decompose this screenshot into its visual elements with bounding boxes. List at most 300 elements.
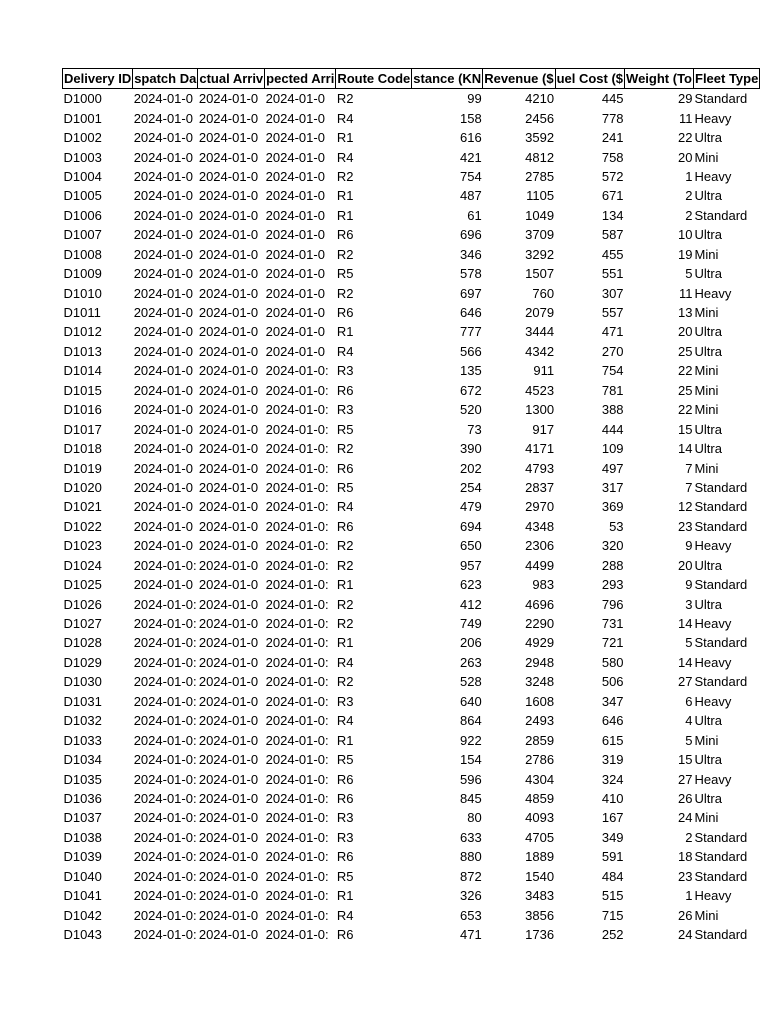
cell-weight[interactable]: 18 [678,849,693,865]
cell-weight[interactable]: 15 [678,421,693,437]
cell-fuel-cost[interactable]: 167 [601,810,624,826]
cell-route-code[interactable]: R2 [336,168,354,184]
cell-revenue[interactable]: 2785 [525,168,555,184]
cell-actual-arrival[interactable]: 2024-01-0 [198,927,259,943]
cell-fuel-cost[interactable]: 134 [601,207,624,223]
cell-revenue[interactable]: 4523 [525,382,555,398]
cell-weight[interactable]: 9 [685,577,693,593]
cell-actual-arrival[interactable]: 2024-01-0 [198,460,259,476]
cell-fuel-cost[interactable]: 252 [601,927,624,943]
cell-dispatch-date[interactable]: 2024-01-0: [133,654,197,670]
cell-revenue[interactable]: 1540 [525,868,555,884]
cell-fuel-cost[interactable]: 109 [601,441,624,457]
cell-distance[interactable]: 616 [460,130,482,146]
cell-actual-arrival[interactable]: 2024-01-0 [198,868,259,884]
cell-distance[interactable]: 254 [460,479,482,495]
cell-weight[interactable]: 5 [685,266,693,282]
cell-revenue[interactable]: 2290 [525,616,555,632]
cell-delivery-id[interactable]: D1019 [63,460,102,476]
cell-weight[interactable]: 20 [678,324,693,340]
cell-actual-arrival[interactable]: 2024-01-0 [198,674,259,690]
cell-dispatch-date[interactable]: 2024-01-0 [133,305,193,321]
cell-dispatch-date[interactable]: 2024-01-0 [133,110,193,126]
cell-revenue[interactable]: 3248 [525,674,555,690]
cell-fuel-cost[interactable]: 781 [601,382,624,398]
cell-delivery-id[interactable]: D1031 [63,693,102,709]
cell-dispatch-date[interactable]: 2024-01-0 [133,518,193,534]
cell-dispatch-date[interactable]: 2024-01-0: [133,849,197,865]
cell-dispatch-date[interactable]: 2024-01-0: [133,790,197,806]
cell-weight[interactable]: 20 [678,557,693,573]
cell-delivery-id[interactable]: D1022 [63,518,102,534]
cell-actual-arrival[interactable]: 2024-01-0 [198,441,259,457]
cell-distance[interactable]: 566 [460,343,482,359]
header-dispatch-date[interactable]: spatch Da [133,69,198,89]
cell-dispatch-date[interactable]: 2024-01-0 [133,499,193,515]
cell-fuel-cost[interactable]: 721 [601,635,624,651]
cell-fuel-cost[interactable]: 587 [601,227,624,243]
cell-revenue[interactable]: 1608 [525,693,555,709]
cell-delivery-id[interactable]: D1003 [63,149,102,165]
cell-fuel-cost[interactable]: 241 [601,130,624,146]
cell-weight[interactable]: 1 [685,888,693,904]
cell-weight[interactable]: 6 [685,693,693,709]
cell-expected-arrival[interactable]: 2024-01-0: [265,752,329,768]
cell-fleet-type[interactable]: Heavy [694,616,732,632]
cell-fuel-cost[interactable]: 796 [601,596,624,612]
cell-delivery-id[interactable]: D1001 [63,110,102,126]
cell-weight[interactable]: 2 [685,207,693,223]
cell-fleet-type[interactable]: Ultra [694,752,722,768]
cell-fleet-type[interactable]: Standard [694,577,748,593]
cell-revenue[interactable]: 4929 [525,635,555,651]
cell-distance[interactable]: 346 [460,246,482,262]
cell-actual-arrival[interactable]: 2024-01-0 [198,246,259,262]
cell-route-code[interactable]: R1 [336,732,354,748]
cell-fleet-type[interactable]: Mini [694,363,719,379]
cell-delivery-id[interactable]: D1024 [63,557,102,573]
cell-delivery-id[interactable]: D1026 [63,596,102,612]
cell-fleet-type[interactable]: Ultra [694,713,722,729]
cell-actual-arrival[interactable]: 2024-01-0 [198,771,259,787]
cell-fleet-type[interactable]: Standard [694,91,748,107]
cell-route-code[interactable]: R1 [336,635,354,651]
header-fuel-cost[interactable]: uel Cost ($ [555,69,624,89]
cell-dispatch-date[interactable]: 2024-01-0 [133,460,193,476]
cell-weight[interactable]: 12 [678,499,693,515]
cell-revenue[interactable]: 2970 [525,499,555,515]
cell-route-code[interactable]: R4 [336,110,354,126]
cell-dispatch-date[interactable]: 2024-01-0 [133,479,193,495]
cell-dispatch-date[interactable]: 2024-01-0: [133,810,197,826]
cell-dispatch-date[interactable]: 2024-01-0 [133,285,193,301]
cell-fuel-cost[interactable]: 388 [601,402,624,418]
cell-distance[interactable]: 845 [460,790,482,806]
cell-distance[interactable]: 471 [460,927,482,943]
cell-actual-arrival[interactable]: 2024-01-0 [198,168,259,184]
cell-weight[interactable]: 26 [678,907,693,923]
cell-weight[interactable]: 27 [678,674,693,690]
cell-delivery-id[interactable]: D1028 [63,635,102,651]
cell-revenue[interactable]: 3709 [525,227,555,243]
cell-expected-arrival[interactable]: 2024-01-0: [265,849,329,865]
cell-distance[interactable]: 263 [460,654,482,670]
cell-delivery-id[interactable]: D1025 [63,577,102,593]
cell-dispatch-date[interactable]: 2024-01-0 [133,324,193,340]
cell-delivery-id[interactable]: D1005 [63,188,102,204]
cell-revenue[interactable]: 2493 [525,713,555,729]
cell-distance[interactable]: 73 [467,421,482,437]
cell-expected-arrival[interactable]: 2024-01-0: [265,790,329,806]
cell-route-code[interactable]: R1 [336,577,354,593]
cell-route-code[interactable]: R3 [336,693,354,709]
cell-distance[interactable]: 202 [460,460,482,476]
cell-actual-arrival[interactable]: 2024-01-0 [198,654,259,670]
cell-actual-arrival[interactable]: 2024-01-0 [198,305,259,321]
cell-dispatch-date[interactable]: 2024-01-0: [133,907,197,923]
cell-revenue[interactable]: 917 [532,421,555,437]
cell-delivery-id[interactable]: D1036 [63,790,102,806]
cell-route-code[interactable]: R4 [336,713,354,729]
cell-dispatch-date[interactable]: 2024-01-0: [133,693,197,709]
cell-distance[interactable]: 479 [460,499,482,515]
cell-actual-arrival[interactable]: 2024-01-0 [198,790,259,806]
cell-fuel-cost[interactable]: 320 [601,538,624,554]
cell-fuel-cost[interactable]: 307 [601,285,624,301]
cell-delivery-id[interactable]: D1014 [63,363,102,379]
cell-dispatch-date[interactable]: 2024-01-0: [133,674,197,690]
cell-weight[interactable]: 22 [678,363,693,379]
cell-weight[interactable]: 24 [678,927,693,943]
cell-route-code[interactable]: R3 [336,810,354,826]
cell-revenue[interactable]: 3444 [525,324,555,340]
cell-expected-arrival[interactable]: 2024-01-0: [265,382,329,398]
header-delivery-id[interactable]: Delivery ID [63,69,133,89]
cell-route-code[interactable]: R2 [336,616,354,632]
cell-expected-arrival[interactable]: 2024-01-0 [265,207,325,223]
cell-expected-arrival[interactable]: 2024-01-0 [265,91,325,107]
cell-revenue[interactable]: 983 [532,577,555,593]
cell-fleet-type[interactable]: Ultra [694,790,722,806]
cell-weight[interactable]: 11 [679,285,693,301]
cell-fleet-type[interactable]: Heavy [694,538,732,554]
cell-fleet-type[interactable]: Heavy [694,693,732,709]
cell-expected-arrival[interactable]: 2024-01-0: [265,499,329,515]
cell-delivery-id[interactable]: D1012 [63,324,102,340]
cell-fleet-type[interactable]: Standard [694,868,748,884]
cell-distance[interactable]: 694 [460,518,482,534]
cell-actual-arrival[interactable]: 2024-01-0 [198,402,259,418]
cell-fleet-type[interactable]: Mini [694,149,719,165]
cell-expected-arrival[interactable]: 2024-01-0: [265,927,329,943]
cell-fuel-cost[interactable]: 293 [601,577,624,593]
cell-dispatch-date[interactable]: 2024-01-0 [133,168,193,184]
cell-delivery-id[interactable]: D1042 [63,907,102,923]
cell-fuel-cost[interactable]: 484 [601,868,624,884]
cell-route-code[interactable]: R4 [336,907,354,923]
cell-revenue[interactable]: 911 [533,363,555,379]
cell-weight[interactable]: 14 [678,654,693,670]
cell-actual-arrival[interactable]: 2024-01-0 [198,538,259,554]
cell-expected-arrival[interactable]: 2024-01-0 [265,168,325,184]
header-revenue[interactable]: Revenue ($ [483,69,555,89]
cell-revenue[interactable]: 4342 [525,343,555,359]
cell-route-code[interactable]: R6 [336,382,354,398]
cell-delivery-id[interactable]: D1038 [63,829,102,845]
cell-fuel-cost[interactable]: 557 [601,305,624,321]
cell-delivery-id[interactable]: D1039 [63,849,102,865]
cell-distance[interactable]: 646 [460,305,482,321]
cell-weight[interactable]: 25 [678,343,693,359]
cell-fuel-cost[interactable]: 347 [601,693,624,709]
cell-weight[interactable]: 7 [685,460,693,476]
cell-fleet-type[interactable]: Heavy [694,110,732,126]
cell-delivery-id[interactable]: D1015 [63,382,102,398]
cell-distance[interactable]: 61 [467,207,482,223]
cell-dispatch-date[interactable]: 2024-01-0 [133,363,193,379]
cell-fleet-type[interactable]: Mini [694,305,719,321]
cell-delivery-id[interactable]: D1035 [63,771,102,787]
cell-revenue[interactable]: 1889 [525,849,555,865]
cell-dispatch-date[interactable]: 2024-01-0 [133,246,193,262]
cell-route-code[interactable]: R6 [336,227,354,243]
header-distance[interactable]: stance (KN [412,69,483,89]
cell-fleet-type[interactable]: Ultra [694,324,722,340]
cell-weight[interactable]: 27 [678,771,693,787]
cell-distance[interactable]: 158 [460,110,482,126]
cell-distance[interactable]: 640 [460,693,482,709]
cell-weight[interactable]: 22 [678,402,693,418]
cell-weight[interactable]: 3 [685,596,693,612]
cell-fuel-cost[interactable]: 288 [601,557,624,573]
cell-expected-arrival[interactable]: 2024-01-0: [265,868,329,884]
cell-revenue[interactable]: 3856 [525,907,555,923]
cell-revenue[interactable]: 4696 [525,596,555,612]
cell-fleet-type[interactable]: Ultra [694,441,722,457]
cell-expected-arrival[interactable]: 2024-01-0 [265,285,325,301]
cell-fleet-type[interactable]: Heavy [694,888,732,904]
cell-distance[interactable]: 777 [460,324,482,340]
cell-fleet-type[interactable]: Ultra [694,343,722,359]
cell-fleet-type[interactable]: Standard [694,479,748,495]
cell-fleet-type[interactable]: Standard [694,849,748,865]
cell-fuel-cost[interactable]: 270 [601,343,624,359]
cell-dispatch-date[interactable]: 2024-01-0: [133,927,197,943]
cell-delivery-id[interactable]: D1017 [63,421,102,437]
cell-fuel-cost[interactable]: 715 [601,907,624,923]
cell-route-code[interactable]: R2 [336,246,354,262]
cell-expected-arrival[interactable]: 2024-01-0: [265,888,329,904]
cell-expected-arrival[interactable]: 2024-01-0: [265,557,329,573]
cell-route-code[interactable]: R1 [336,888,354,904]
cell-fuel-cost[interactable]: 319 [601,752,624,768]
cell-fuel-cost[interactable]: 754 [601,363,624,379]
cell-delivery-id[interactable]: D1043 [63,927,102,943]
cell-revenue[interactable]: 1736 [525,927,555,943]
cell-revenue[interactable]: 1300 [525,402,555,418]
cell-fuel-cost[interactable]: 410 [601,790,624,806]
cell-fuel-cost[interactable]: 53 [609,518,624,534]
cell-actual-arrival[interactable]: 2024-01-0 [198,130,259,146]
cell-route-code[interactable]: R2 [336,557,354,573]
cell-revenue[interactable]: 3292 [525,246,555,262]
cell-route-code[interactable]: R5 [336,868,354,884]
cell-route-code[interactable]: R5 [336,421,354,437]
cell-actual-arrival[interactable]: 2024-01-0 [198,479,259,495]
cell-route-code[interactable]: R6 [336,460,354,476]
header-fleet-type[interactable]: Fleet Type [694,69,760,89]
cell-actual-arrival[interactable]: 2024-01-0 [198,149,259,165]
cell-revenue[interactable]: 4499 [525,557,555,573]
cell-weight[interactable]: 29 [678,91,693,107]
cell-expected-arrival[interactable]: 2024-01-0: [265,577,329,593]
cell-distance[interactable]: 697 [460,285,482,301]
cell-weight[interactable]: 2 [685,829,693,845]
cell-expected-arrival[interactable]: 2024-01-0: [265,402,329,418]
cell-route-code[interactable]: R1 [336,130,354,146]
cell-delivery-id[interactable]: D1029 [63,654,102,670]
cell-route-code[interactable]: R1 [336,324,354,340]
cell-dispatch-date[interactable]: 2024-01-0 [133,577,193,593]
cell-delivery-id[interactable]: D1000 [63,91,102,107]
cell-fleet-type[interactable]: Standard [694,927,748,943]
cell-fuel-cost[interactable]: 497 [601,460,624,476]
cell-expected-arrival[interactable]: 2024-01-0: [265,907,329,923]
cell-fleet-type[interactable]: Heavy [694,285,732,301]
cell-fuel-cost[interactable]: 317 [601,479,624,495]
cell-fleet-type[interactable]: Standard [694,499,748,515]
cell-expected-arrival[interactable]: 2024-01-0 [265,324,325,340]
cell-expected-arrival[interactable]: 2024-01-0 [265,130,325,146]
cell-route-code[interactable]: R2 [336,285,354,301]
cell-expected-arrival[interactable]: 2024-01-0 [265,110,325,126]
cell-delivery-id[interactable]: D1004 [63,168,102,184]
cell-actual-arrival[interactable]: 2024-01-0 [198,713,259,729]
cell-expected-arrival[interactable]: 2024-01-0 [265,227,325,243]
cell-weight[interactable]: 4 [685,713,693,729]
cell-weight[interactable]: 11 [679,110,693,126]
cell-weight[interactable]: 10 [678,227,693,243]
cell-expected-arrival[interactable]: 2024-01-0: [265,421,329,437]
cell-distance[interactable]: 623 [460,577,482,593]
cell-actual-arrival[interactable]: 2024-01-0 [198,693,259,709]
cell-actual-arrival[interactable]: 2024-01-0 [198,557,259,573]
cell-expected-arrival[interactable]: 2024-01-0: [265,732,329,748]
cell-delivery-id[interactable]: D1027 [63,616,102,632]
cell-fuel-cost[interactable]: 444 [601,421,624,437]
cell-distance[interactable]: 80 [467,810,482,826]
cell-actual-arrival[interactable]: 2024-01-0 [198,499,259,515]
cell-fleet-type[interactable]: Standard [694,829,748,845]
cell-fleet-type[interactable]: Mini [694,402,719,418]
cell-dispatch-date[interactable]: 2024-01-0 [133,207,193,223]
cell-expected-arrival[interactable]: 2024-01-0: [265,693,329,709]
cell-weight[interactable]: 22 [678,130,693,146]
cell-delivery-id[interactable]: D1016 [63,402,102,418]
cell-actual-arrival[interactable]: 2024-01-0 [198,285,259,301]
cell-actual-arrival[interactable]: 2024-01-0 [198,188,259,204]
cell-dispatch-date[interactable]: 2024-01-0: [133,868,197,884]
cell-distance[interactable]: 154 [460,752,482,768]
cell-weight[interactable]: 14 [678,616,693,632]
cell-dispatch-date[interactable]: 2024-01-0: [133,713,197,729]
cell-revenue[interactable]: 4705 [525,829,555,845]
cell-dispatch-date[interactable]: 2024-01-0: [133,752,197,768]
cell-dispatch-date[interactable]: 2024-01-0 [133,402,193,418]
cell-distance[interactable]: 872 [460,868,482,884]
cell-fleet-type[interactable]: Ultra [694,421,722,437]
cell-expected-arrival[interactable]: 2024-01-0: [265,713,329,729]
cell-actual-arrival[interactable]: 2024-01-0 [198,207,259,223]
header-expected-arrival[interactable]: pected Arri [265,69,336,89]
cell-fuel-cost[interactable]: 471 [601,324,624,340]
cell-distance[interactable]: 206 [460,635,482,651]
cell-dispatch-date[interactable]: 2024-01-0 [133,188,193,204]
cell-actual-arrival[interactable]: 2024-01-0 [198,363,259,379]
cell-fleet-type[interactable]: Ultra [694,596,722,612]
cell-weight[interactable]: 2 [685,188,693,204]
cell-distance[interactable]: 390 [460,441,482,457]
cell-expected-arrival[interactable]: 2024-01-0: [265,596,329,612]
cell-fleet-type[interactable]: Mini [694,460,719,476]
cell-distance[interactable]: 957 [460,557,482,573]
cell-weight[interactable]: 14 [678,441,693,457]
cell-delivery-id[interactable]: D1033 [63,732,102,748]
cell-distance[interactable]: 922 [460,732,482,748]
cell-actual-arrival[interactable]: 2024-01-0 [198,110,259,126]
cell-distance[interactable]: 749 [460,616,482,632]
cell-route-code[interactable]: R2 [336,596,354,612]
cell-actual-arrival[interactable]: 2024-01-0 [198,732,259,748]
cell-delivery-id[interactable]: D1011 [63,305,101,321]
cell-dispatch-date[interactable]: 2024-01-0: [133,732,197,748]
cell-fleet-type[interactable]: Ultra [694,557,722,573]
cell-fuel-cost[interactable]: 778 [601,110,624,126]
cell-expected-arrival[interactable]: 2024-01-0: [265,518,329,534]
cell-revenue[interactable]: 4812 [525,149,555,165]
cell-distance[interactable]: 653 [460,907,482,923]
cell-fuel-cost[interactable]: 445 [601,91,624,107]
cell-fleet-type[interactable]: Heavy [694,168,732,184]
cell-expected-arrival[interactable]: 2024-01-0 [265,343,325,359]
cell-route-code[interactable]: R3 [336,829,354,845]
cell-actual-arrival[interactable]: 2024-01-0 [198,829,259,845]
cell-delivery-id[interactable]: D1006 [63,207,102,223]
cell-expected-arrival[interactable]: 2024-01-0 [265,266,325,282]
cell-fleet-type[interactable]: Mini [694,732,719,748]
cell-expected-arrival[interactable]: 2024-01-0: [265,654,329,670]
cell-weight[interactable]: 23 [678,518,693,534]
cell-weight[interactable]: 9 [685,538,693,554]
cell-expected-arrival[interactable]: 2024-01-0 [265,149,325,165]
cell-dispatch-date[interactable]: 2024-01-0: [133,596,197,612]
cell-dispatch-date[interactable]: 2024-01-0 [133,441,193,457]
cell-actual-arrival[interactable]: 2024-01-0 [198,616,259,632]
cell-expected-arrival[interactable]: 2024-01-0: [265,363,329,379]
cell-dispatch-date[interactable]: 2024-01-0: [133,616,197,632]
cell-revenue[interactable]: 4348 [525,518,555,534]
cell-fuel-cost[interactable]: 369 [601,499,624,515]
cell-fuel-cost[interactable]: 551 [601,266,624,282]
cell-distance[interactable]: 696 [460,227,482,243]
cell-distance[interactable]: 326 [460,888,482,904]
cell-route-code[interactable]: R2 [336,538,354,554]
cell-dispatch-date[interactable]: 2024-01-0 [133,538,193,554]
cell-route-code[interactable]: R4 [336,343,354,359]
cell-fleet-type[interactable]: Heavy [694,771,732,787]
cell-dispatch-date[interactable]: 2024-01-0 [133,149,193,165]
cell-fuel-cost[interactable]: 324 [601,771,624,787]
